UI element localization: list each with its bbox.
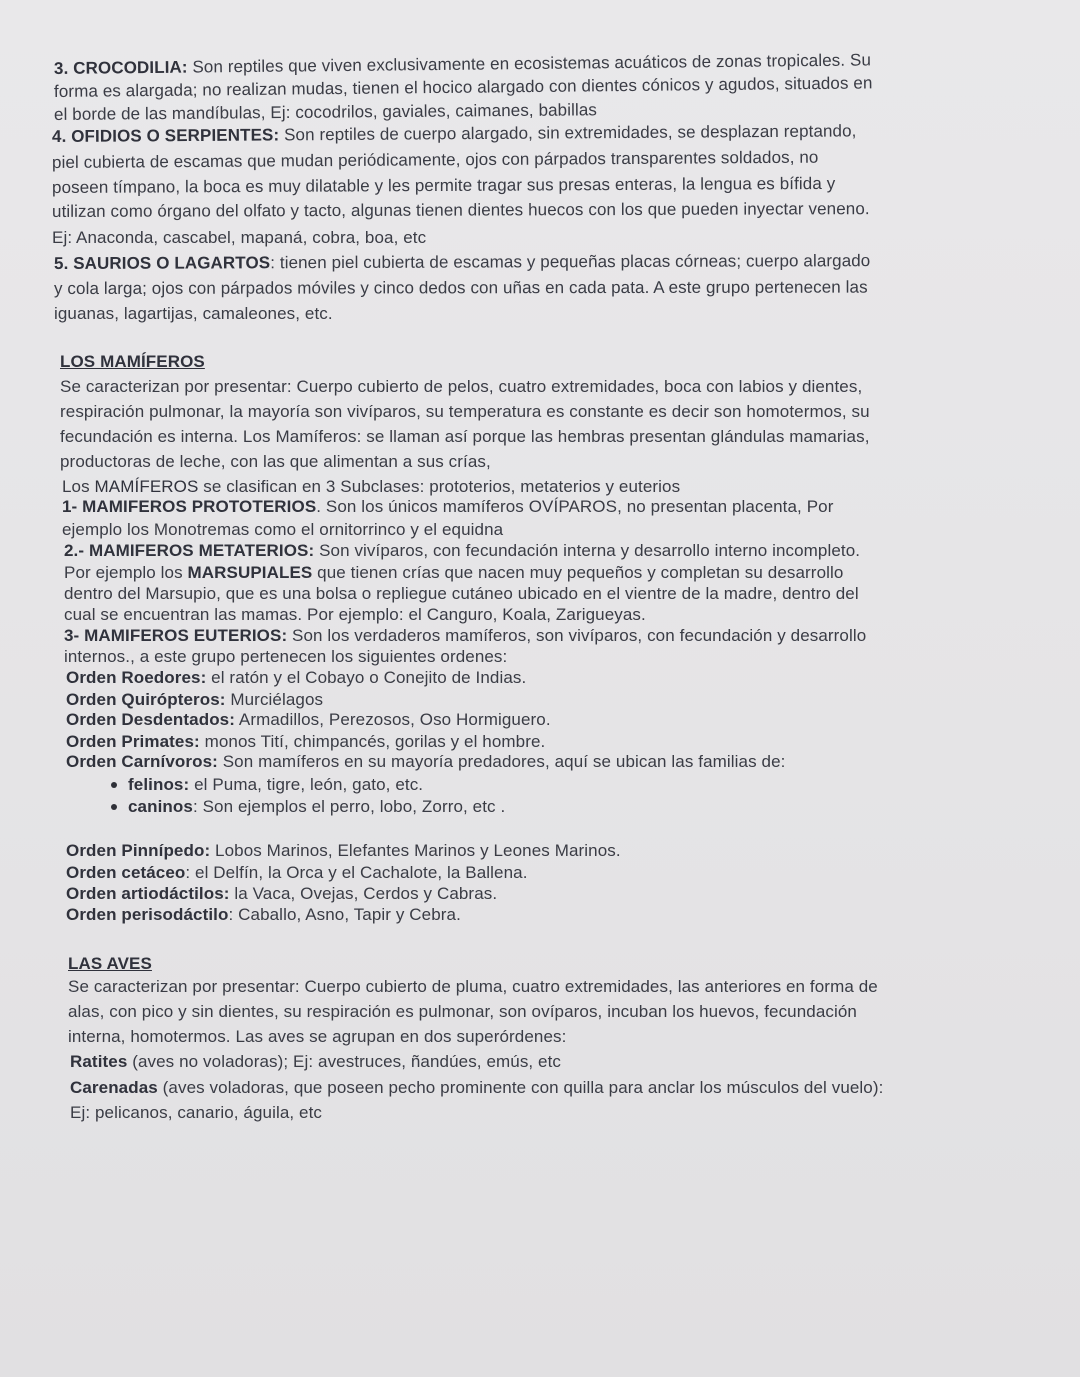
ofidios-line-5: Ej: Anaconda, cascabel, mapaná, cobra, boa, etc xyxy=(52,228,427,247)
metaterios-line-3: dentro del Marsupio, que es una bolsa o repliegue cutáneo ubicado en el vientre de la madre, dentro del xyxy=(64,584,859,603)
orden-quiropteros: Orden Quirópteros: Murciélagos xyxy=(66,690,324,709)
metaterios-line-1: 2.- MAMIFEROS METATERIOS: Son vivíparos, con fecundación interna y desarrollo interno incompleto. xyxy=(64,541,861,560)
saurios-line-3: iguanas, lagartijas, camaleones, etc. xyxy=(54,304,333,323)
crocodilia-line-3: el borde de las mandíbulas, Ej: cocodrilos, gaviales, caimanes, babillas xyxy=(53,100,598,124)
mamiferos-intro-1: Se caracterizan por presentar: Cuerpo cubierto de pelos, cuatro extremidades, boca con labios y dientes, xyxy=(60,377,863,396)
orden-carnivoros: Orden Carnívoros: Son mamíferos en su mayoría predadores, aquí se ubican las familias de: xyxy=(66,752,786,771)
aves-intro-1: Se caracterizan por presentar: Cuerpo cubierto de pluma, cuatro extremidades, las anteriores en forma de xyxy=(68,977,878,996)
prototerios-heading: 1- MAMIFEROS PROTOTERIOS xyxy=(62,497,317,516)
euterios-heading: 3- MAMIFEROS EUTERIOS: xyxy=(64,626,288,645)
aves-intro-2: alas, con pico y sin dientes, su respiración es pulmonar, son ovíparos, incuban los huevos, fecundación xyxy=(68,1002,857,1021)
aves-intro-3: interna, homotermos. Las aves se agrupan en dos superórdenes: xyxy=(68,1027,567,1046)
familia-caninos: caninos: Son ejemplos el perro, lobo, Zorro, etc . xyxy=(128,797,506,816)
prototerios-line-2: ejemplo los Monotremas como el ornitorrinco y el equidna xyxy=(62,520,504,539)
metaterios-line-4: cual se encuentran las mamas. Por ejemplo: el Canguro, Koala, Zarigueyas. xyxy=(64,605,646,624)
mamiferos-intro-2: respiración pulmonar, la mayoría son vivíparos, su temperatura es constante es decir son homotermos, su xyxy=(60,402,870,421)
aves-carenadas-ejemplos: Ej: pelicanos, canario, águila, etc xyxy=(70,1103,323,1122)
bullet-icon xyxy=(111,804,117,810)
aves-carenadas: Carenadas (aves voladoras, que poseen pecho prominente con quilla para anclar los músculos del vuelo): xyxy=(70,1078,884,1097)
crocodilia-heading: 3. CROCODILIA: xyxy=(53,57,188,78)
crocodilia-line-1: 3. CROCODILIA: Son reptiles que viven exclusivamente en ecosistemas acuáticos de zonas tropicales. Su xyxy=(53,50,872,78)
euterios-line-1: 3- MAMIFEROS EUTERIOS: Son los verdaderos mamíferos, son vivíparos, con fecundación y desarrollo xyxy=(64,626,867,645)
saurios-line-2: y cola larga; ojos con párpados móviles y cinco dedos con uñas en cada pata. A este grupo pertenecen las xyxy=(53,277,868,298)
saurios-line-1: 5. SAURIOS O LAGARTOS: tienen piel cubierta de escamas y pequeñas placas córneas; cuerpo alargado xyxy=(53,251,871,273)
mamiferos-intro-3: fecundación es interna. Los Mamíferos: se llaman así porque las hembras presentan glándulas mamarias, xyxy=(60,427,870,446)
ofidios-line-3: poseen tímpano, la boca es muy dilatable y les permite tragar sus presas enteras, la lengua es bífida y xyxy=(51,173,836,197)
orden-desdentados: Orden Desdentados: Armadillos, Perezosos, Oso Hormiguero. xyxy=(66,710,551,729)
mamiferos-subclases: Los MAMÍFEROS se clasifican en 3 Subclases: prototerios, metaterios y euterios xyxy=(62,477,681,496)
saurios-heading: 5. SAURIOS O LAGARTOS xyxy=(53,253,271,273)
mamiferos-title: LOS MAMÍFEROS xyxy=(60,352,205,371)
mamiferos-intro-4: productoras de leche, con las que alimentan a sus crías, xyxy=(60,452,491,471)
metaterios-line-2: Por ejemplo los MARSUPIALES que tienen crías que nacen muy pequeños y completan su desarrollo xyxy=(64,563,844,582)
crocodilia-line-2: forma es alargada; no realizan mudas, tienen el hocico alargado con dientes cónicos y agudos, situados en xyxy=(53,73,873,101)
ofidios-line-1: 4. OFIDIOS O SERPIENTES: Son reptiles de cuerpo alargado, sin extremidades, se desplazan reptando, xyxy=(51,121,857,146)
prototerios-line-1: 1- MAMIFEROS PROTOTERIOS. Son los únicos mamíferos OVÍPAROS, no presentan placenta, Por xyxy=(62,497,834,516)
ofidios-line-4: utilizan como órgano del olfato y tacto, algunas tienen dientes huecos con los que pueden inyectar veneno. xyxy=(51,199,870,221)
ofidios-line-2: piel cubierta de escamas que mudan periódicamente, ojos con párpados transparentes soldados, no xyxy=(51,147,819,172)
ofidios-heading: 4. OFIDIOS O SERPIENTES: xyxy=(51,125,280,146)
metaterios-heading: 2.- MAMIFEROS METATERIOS: xyxy=(64,541,315,560)
orden-perisodactilo: Orden perisodáctilo: Caballo, Asno, Tapir y Cebra. xyxy=(66,905,461,924)
aves-title: LAS AVES xyxy=(68,954,152,973)
orden-roedores: Orden Roedores: el ratón y el Cobayo o Conejito de Indias. xyxy=(66,668,527,687)
orden-pinnipedo: Orden Pinnípedo: Lobos Marinos, Elefantes Marinos y Leones Marinos. xyxy=(66,841,621,860)
euterios-line-2: internos., a este grupo pertenecen los siguientes ordenes: xyxy=(64,647,508,666)
orden-primates: Orden Primates: monos Tití, chimpancés, gorilas y el hombre. xyxy=(66,732,546,751)
familia-felinos: felinos: el Puma, tigre, león, gato, etc. xyxy=(128,775,424,794)
orden-cetaceo: Orden cetáceo: el Delfín, la Orca y el Cachalote, la Ballena. xyxy=(66,863,528,882)
orden-artiodactilos: Orden artiodáctilos: la Vaca, Ovejas, Cerdos y Cabras. xyxy=(66,884,498,903)
aves-ratites: Ratites (aves no voladoras); Ej: avestruces, ñandúes, emús, etc xyxy=(70,1052,562,1071)
bullet-icon xyxy=(111,782,117,788)
